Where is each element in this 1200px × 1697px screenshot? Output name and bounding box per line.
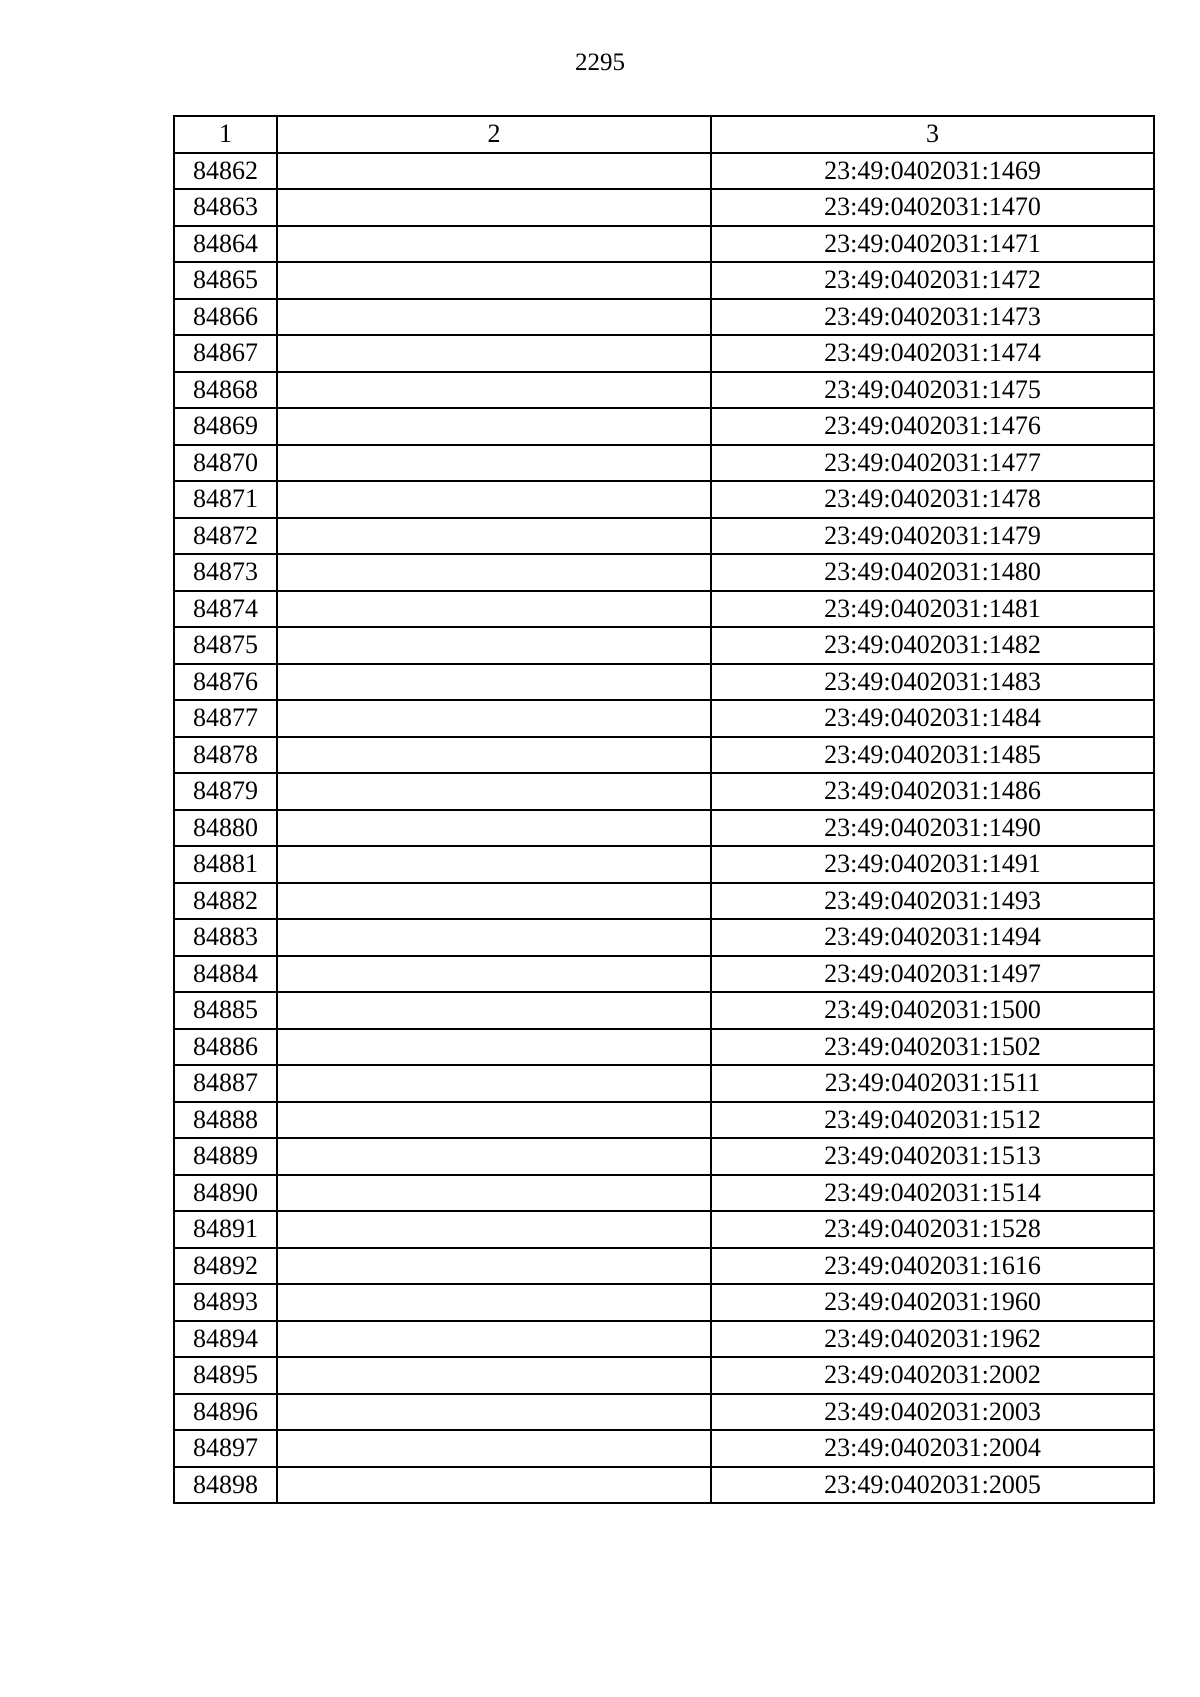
table-cell-col-1: 84887 — [174, 1065, 277, 1102]
table-row — [174, 189, 1154, 226]
table-row — [174, 1248, 1154, 1285]
table-cell-col-1: 84876 — [174, 664, 277, 701]
table-cell-col-3: 23:49:0402031:1512 — [711, 1102, 1154, 1139]
table-cell-col-3: 23:49:0402031:1491 — [711, 846, 1154, 883]
table-cell-col-2 — [277, 627, 711, 664]
table-cell-col-2 — [277, 1102, 711, 1139]
table-row — [174, 299, 1154, 336]
table-cell-col-3: 23:49:0402031:1511 — [711, 1065, 1154, 1102]
table-cell-col-3: 23:49:0402031:1479 — [711, 518, 1154, 555]
table-cell-col-2 — [277, 335, 711, 372]
table-row — [174, 627, 1154, 664]
table-cell-col-1: 84897 — [174, 1430, 277, 1467]
table-row — [174, 664, 1154, 701]
table-cell-col-3: 23:49:0402031:1486 — [711, 773, 1154, 810]
table-cell-col-3: 23:49:0402031:1960 — [711, 1284, 1154, 1321]
table-cell-col-3: 23:49:0402031:1480 — [711, 554, 1154, 591]
table-cell-col-1: 84871 — [174, 481, 277, 518]
table-cell-col-3: 23:49:0402031:1478 — [711, 481, 1154, 518]
table-cell-col-1: 84883 — [174, 919, 277, 956]
table-row — [174, 1029, 1154, 1066]
table-row — [174, 1467, 1154, 1504]
table-cell-col-3: 23:49:0402031:1616 — [711, 1248, 1154, 1285]
table-row — [174, 773, 1154, 810]
table-row — [174, 1211, 1154, 1248]
table-row — [174, 846, 1154, 883]
table-cell-col-3: 23:49:0402031:1497 — [711, 956, 1154, 993]
table-cell-col-1: 84898 — [174, 1467, 277, 1504]
table-cell-col-1: 84875 — [174, 627, 277, 664]
table-row — [174, 372, 1154, 409]
table-cell-col-3: 23:49:0402031:1481 — [711, 591, 1154, 628]
table-cell-col-1: 84864 — [174, 226, 277, 263]
table-cell-col-2 — [277, 1467, 711, 1504]
table-row — [174, 591, 1154, 628]
table-cell-col-3: 23:49:0402031:2005 — [711, 1467, 1154, 1504]
table-cell-col-2 — [277, 1357, 711, 1394]
table-cell-col-1: 84863 — [174, 189, 277, 226]
table-cell-col-2 — [277, 299, 711, 336]
table-cell-col-1: 84874 — [174, 591, 277, 628]
table-cell-col-3: 23:49:0402031:1484 — [711, 700, 1154, 737]
table-row — [174, 737, 1154, 774]
table-row — [174, 1102, 1154, 1139]
table-row — [174, 810, 1154, 847]
table-row — [174, 226, 1154, 263]
table-cell-col-1: 84880 — [174, 810, 277, 847]
table-cell-col-2 — [277, 992, 711, 1029]
table-cell-col-1: 84894 — [174, 1321, 277, 1358]
header-row — [174, 116, 1154, 153]
table-cell-col-2 — [277, 189, 711, 226]
table-cell-col-3: 23:49:0402031:1494 — [711, 919, 1154, 956]
table-cell-col-1: 84869 — [174, 408, 277, 445]
table-cell-col-3: 23:49:0402031:1472 — [711, 262, 1154, 299]
table-cell-col-3: 23:49:0402031:1470 — [711, 189, 1154, 226]
table-cell-col-1: 84884 — [174, 956, 277, 993]
table-cell-col-3: 23:49:0402031:1502 — [711, 1029, 1154, 1066]
table-cell-col-1: 84865 — [174, 262, 277, 299]
table-cell-col-3: 23:49:0402031:1962 — [711, 1321, 1154, 1358]
table-cell-col-3: 23:49:0402031:2002 — [711, 1357, 1154, 1394]
table-cell-col-1: 84877 — [174, 700, 277, 737]
table-cell-col-2 — [277, 372, 711, 409]
table-cell-col-3: 23:49:0402031:1471 — [711, 226, 1154, 263]
table-cell-col-3: 23:49:0402031:1490 — [711, 810, 1154, 847]
table-cell-col-2 — [277, 445, 711, 482]
table-cell-col-1: 84886 — [174, 1029, 277, 1066]
table-cell-col-1: 84868 — [174, 372, 277, 409]
table-cell-col-2 — [277, 1211, 711, 1248]
table-row — [174, 262, 1154, 299]
table-row — [174, 1321, 1154, 1358]
column-header-2: 2 — [277, 116, 711, 153]
table-cell-col-1: 84893 — [174, 1284, 277, 1321]
table-cell-col-3: 23:49:0402031:1493 — [711, 883, 1154, 920]
table-cell-col-1: 84862 — [174, 153, 277, 190]
table-cell-col-3: 23:49:0402031:1477 — [711, 445, 1154, 482]
table-cell-col-1: 84881 — [174, 846, 277, 883]
table-cell-col-3: 23:49:0402031:1473 — [711, 299, 1154, 336]
column-header-1: 1 — [174, 116, 277, 153]
table-cell-col-3: 23:49:0402031:1485 — [711, 737, 1154, 774]
table-cell-col-2 — [277, 1394, 711, 1431]
table-cell-col-2 — [277, 1284, 711, 1321]
table-cell-col-1: 84885 — [174, 992, 277, 1029]
table-row — [174, 700, 1154, 737]
table-cell-col-3: 23:49:0402031:1528 — [711, 1211, 1154, 1248]
table-row — [174, 1430, 1154, 1467]
table-cell-col-3: 23:49:0402031:1475 — [711, 372, 1154, 409]
table-row — [174, 153, 1154, 190]
table-row — [174, 1357, 1154, 1394]
table-cell-col-2 — [277, 737, 711, 774]
table-cell-col-2 — [277, 1029, 711, 1066]
table-cell-col-2 — [277, 664, 711, 701]
table-cell-col-2 — [277, 846, 711, 883]
table-cell-col-1: 84872 — [174, 518, 277, 555]
table-row — [174, 1394, 1154, 1431]
table-cell-col-2 — [277, 518, 711, 555]
table-row — [174, 919, 1154, 956]
table-cell-col-1: 84890 — [174, 1175, 277, 1212]
table-row — [174, 445, 1154, 482]
table-cell-col-1: 84866 — [174, 299, 277, 336]
table-row — [174, 1284, 1154, 1321]
table-row — [174, 335, 1154, 372]
table-cell-col-2 — [277, 226, 711, 263]
table-cell-col-1: 84888 — [174, 1102, 277, 1139]
table-cell-col-3: 23:49:0402031:1514 — [711, 1175, 1154, 1212]
table-cell-col-3: 23:49:0402031:2004 — [711, 1430, 1154, 1467]
table-cell-col-2 — [277, 1248, 711, 1285]
table-cell-col-2 — [277, 408, 711, 445]
table-cell-col-2 — [277, 919, 711, 956]
table-row — [174, 1175, 1154, 1212]
table-cell-col-2 — [277, 1138, 711, 1175]
table-cell-col-1: 84889 — [174, 1138, 277, 1175]
table-cell-col-3: 23:49:0402031:1483 — [711, 664, 1154, 701]
table-cell-col-2 — [277, 700, 711, 737]
table-row — [174, 408, 1154, 445]
table-cell-col-2 — [277, 481, 711, 518]
table-cell-col-2 — [277, 1175, 711, 1212]
table-row — [174, 481, 1154, 518]
table-cell-col-2 — [277, 883, 711, 920]
table-cell-col-2 — [277, 153, 711, 190]
table-row — [174, 518, 1154, 555]
table-cell-col-2 — [277, 810, 711, 847]
table-cell-col-3: 23:49:0402031:1482 — [711, 627, 1154, 664]
page-number: 2295 — [575, 49, 625, 76]
table-cell-col-1: 84892 — [174, 1248, 277, 1285]
table-row — [174, 956, 1154, 993]
table-cell-col-2 — [277, 773, 711, 810]
table-cell-col-1: 84867 — [174, 335, 277, 372]
table-row — [174, 992, 1154, 1029]
data-table — [173, 115, 1155, 1504]
table-cell-col-1: 84891 — [174, 1211, 277, 1248]
table-cell-col-1: 84895 — [174, 1357, 277, 1394]
table-cell-col-2 — [277, 591, 711, 628]
table-row — [174, 1138, 1154, 1175]
table-cell-col-2 — [277, 554, 711, 591]
table-row — [174, 554, 1154, 591]
table-cell-col-2 — [277, 262, 711, 299]
table-cell-col-2 — [277, 1430, 711, 1467]
table-cell-col-2 — [277, 1065, 711, 1102]
table-cell-col-3: 23:49:0402031:2003 — [711, 1394, 1154, 1431]
table-header — [174, 116, 1154, 153]
table-cell-col-3: 23:49:0402031:1513 — [711, 1138, 1154, 1175]
table-row — [174, 1065, 1154, 1102]
table-body — [174, 153, 1154, 1504]
table-cell-col-1: 84873 — [174, 554, 277, 591]
table-cell-col-1: 84896 — [174, 1394, 277, 1431]
table-cell-col-3: 23:49:0402031:1500 — [711, 992, 1154, 1029]
table-cell-col-2 — [277, 1321, 711, 1358]
table-cell-col-3: 23:49:0402031:1474 — [711, 335, 1154, 372]
column-header-3: 3 — [711, 116, 1154, 153]
table-cell-col-2 — [277, 956, 711, 993]
table-cell-col-1: 84878 — [174, 737, 277, 774]
table-cell-col-1: 84882 — [174, 883, 277, 920]
table-cell-col-1: 84879 — [174, 773, 277, 810]
table-cell-col-3: 23:49:0402031:1469 — [711, 153, 1154, 190]
table-cell-col-1: 84870 — [174, 445, 277, 482]
table-row — [174, 883, 1154, 920]
table-cell-col-3: 23:49:0402031:1476 — [711, 408, 1154, 445]
